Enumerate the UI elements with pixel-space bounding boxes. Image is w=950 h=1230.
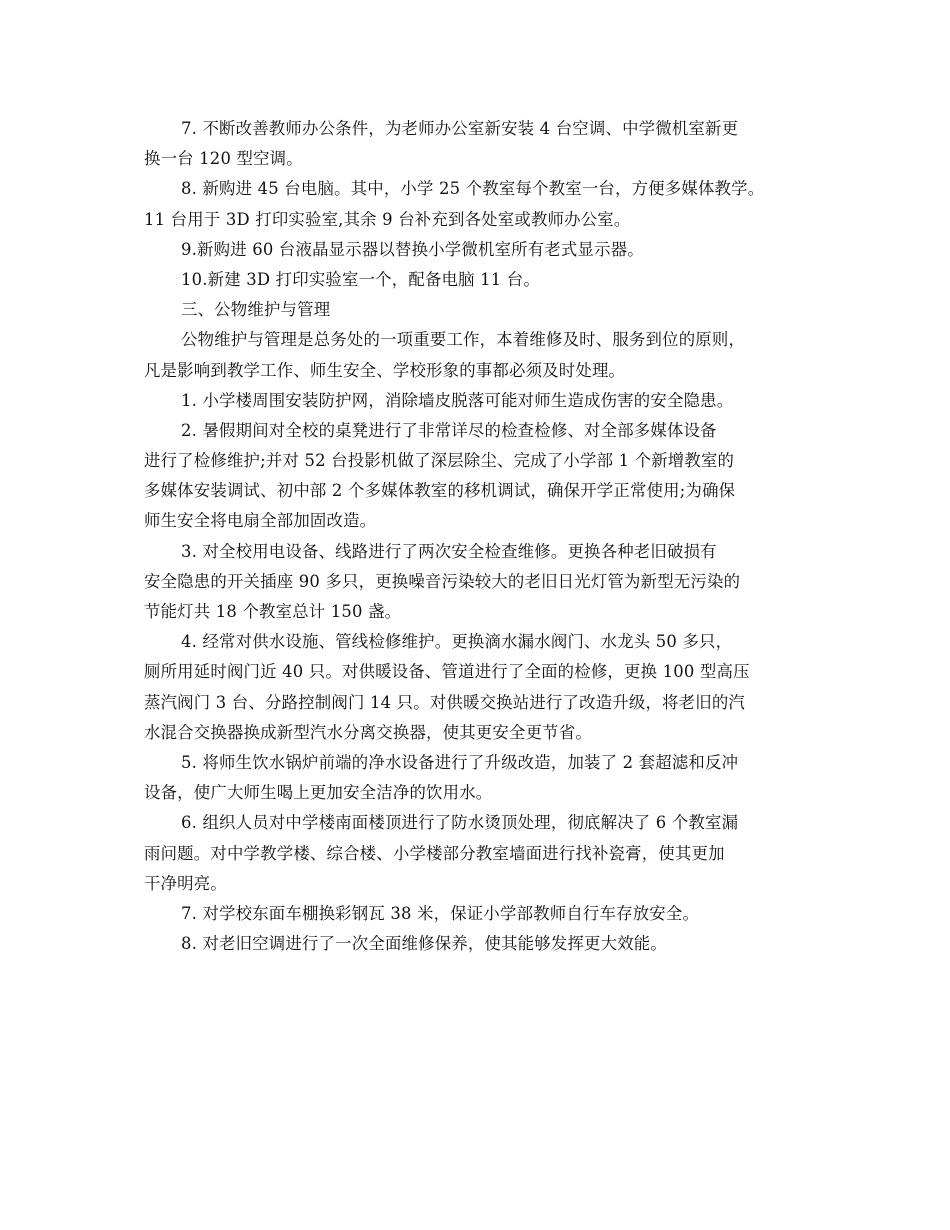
text-line: 4. 经常对供水设施、管线检修维护。更换滴水漏水阀门、水龙头 50 多只， bbox=[181, 632, 733, 652]
text-line: 11 台用于 3D 打印实验室,其余 9 台补充到各处室或教师办公室。 bbox=[144, 209, 631, 229]
text-line: 6. 组织人员对中学楼南面楼顶进行了防水烫顶处理，彻底解决了 6 个教室漏 bbox=[181, 813, 739, 833]
document-body bbox=[144, 114, 814, 959]
text-line: 9.新购进 60 台液晶显示器以替换小学微机室所有老式显示器。 bbox=[181, 239, 644, 259]
text-line: 2. 暑假期间对全校的桌凳进行了非常详尽的检查检修、对全部多媒体设备 bbox=[181, 420, 717, 440]
text-line: 3. 对全校用电设备、线路进行了两次安全检查维修。更换各种老旧破损有 bbox=[181, 541, 717, 561]
text-line: 设备，使广大师生喝上更加安全洁净的饮用水。 bbox=[144, 783, 493, 803]
text-line: 1. 小学楼周围安装防护网，消除墙皮脱落可能对师生造成伤害的安全隐患。 bbox=[181, 390, 734, 410]
text-line: 厕所用延时阀门近 40 只。对供暖设备、管道进行了全面的检修，更换 100 型高压 bbox=[144, 662, 750, 682]
text-line: 蒸汽阀门 3 台、分路控制阀门 14 只。对供暖交换站进行了改造升级，将老旧的汽 bbox=[144, 692, 746, 712]
text-line: 公物维护与管理是总务处的一项重要工作，本着维修及时、服务到位的原则， bbox=[181, 330, 746, 350]
text-line: 雨问题。对中学教学楼、综合楼、小学楼部分教室墙面进行找补瓷膏，使其更加 bbox=[144, 843, 725, 863]
text-line: 进行了检修维护;并对 52 台投影机做了深层除尘、完成了小学部 1 个新增教室的 bbox=[144, 451, 735, 471]
text-line: 三、公物维护与管理 bbox=[181, 300, 331, 320]
text-line: 7. 对学校东面车棚换彩钢瓦 38 米，保证小学部教师自行车存放安全。 bbox=[181, 903, 700, 923]
text-line: 多媒体安装调试、初中部 2 个多媒体教室的移机调试，确保开学正常使用;为确保 bbox=[144, 481, 736, 501]
text-line: 5. 将师生饮水锅炉前端的净水设备进行了升级改造，加装了 2 套超滤和反冲 bbox=[181, 752, 739, 772]
text-line: 节能灯共 18 个教室总计 150 盏。 bbox=[144, 602, 402, 621]
text-line: 10.新建 3D 打印实验室一个，配备电脑 11 台。 bbox=[181, 269, 540, 289]
text-line: 凡是影响到教学工作、师生安全、学校形象的事都必须及时处理。 bbox=[144, 360, 626, 380]
text-line: 安全隐患的开关插座 90 多只，更换噪音污染较大的老旧日光灯管为新型无污染的 bbox=[144, 571, 741, 591]
text-line: 水混合交换器换成新型汽水分离交换器，使其更安全更节省。 bbox=[144, 722, 592, 742]
text-line: 干净明亮。 bbox=[144, 873, 227, 893]
text-line: 8. 对老旧空调进行了一次全面维修保养，使其能够发挥更大效能。 bbox=[181, 934, 667, 954]
text-line: 7. 不断改善教师办公条件，为老师办公室新安装 4 台空调、中学微机室新更 bbox=[181, 119, 739, 138]
text-line: 师生安全将电扇全部加固改造。 bbox=[144, 511, 377, 531]
text-line: 换一台 120 型空调。 bbox=[144, 149, 303, 169]
text-line: 8. 新购进 45 台电脑。其中，小学 25 个教室每个教室一台，方便多媒体教学。 bbox=[181, 179, 765, 199]
